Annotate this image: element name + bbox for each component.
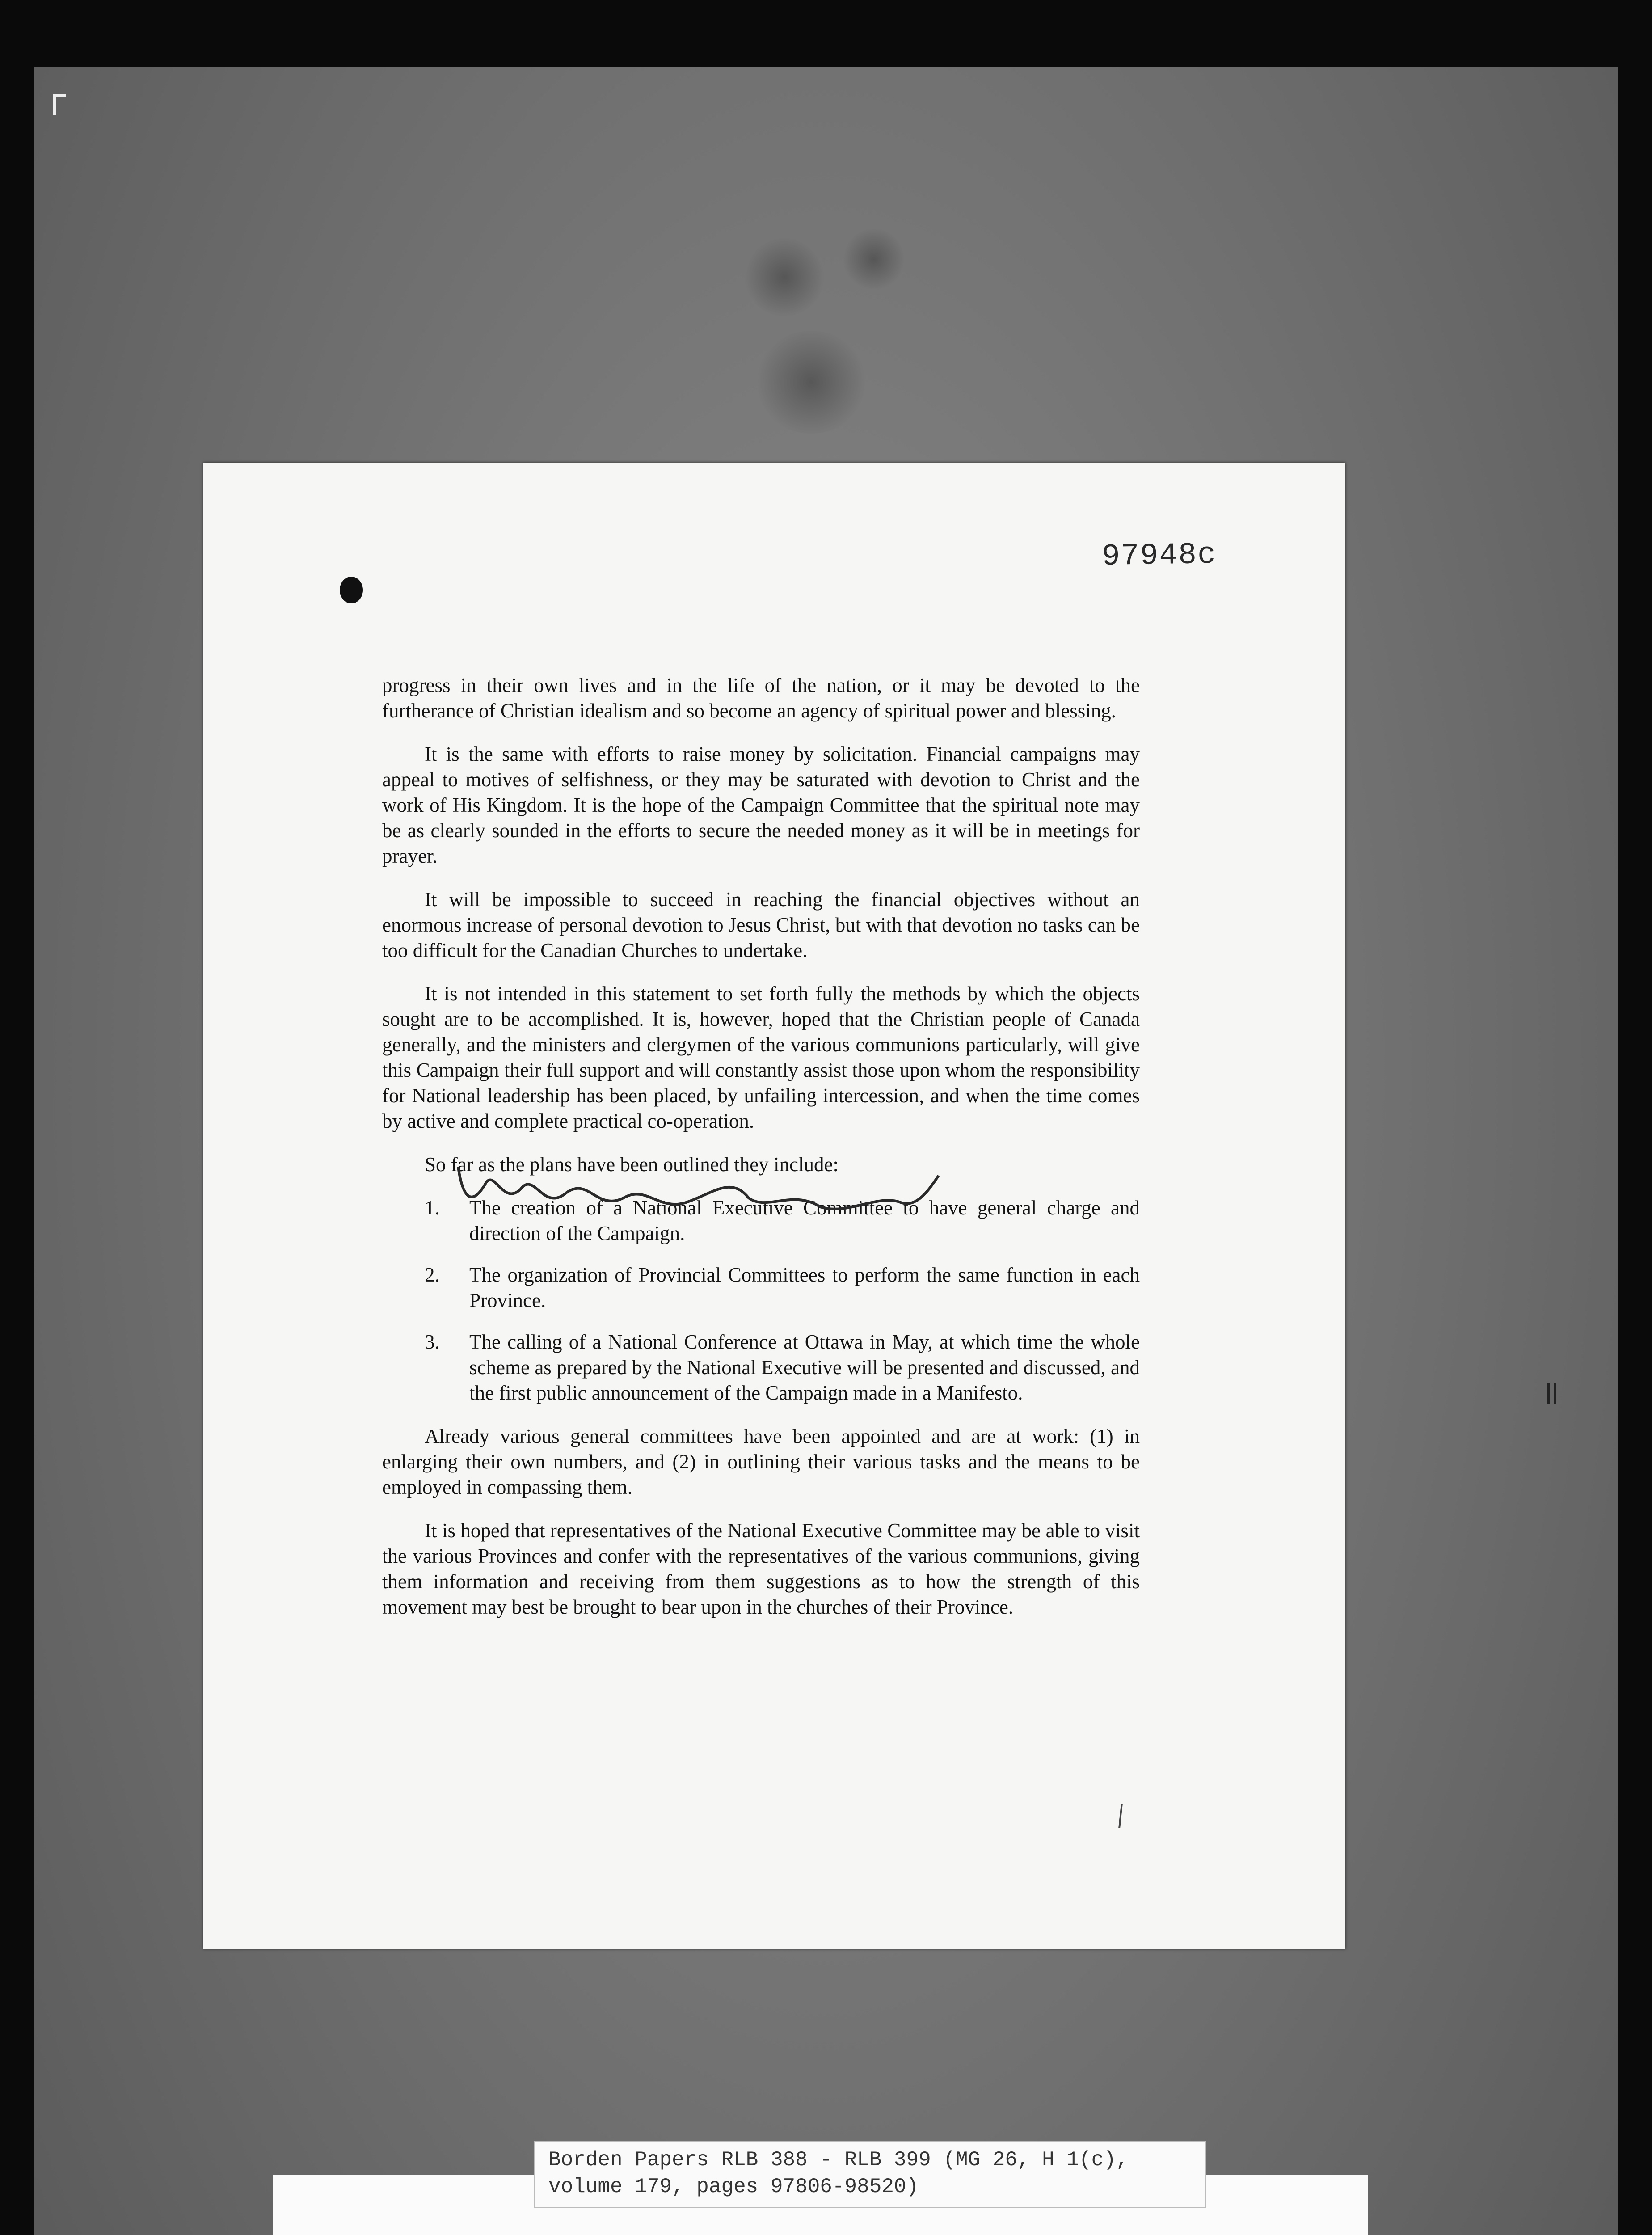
list-number: 1. [425, 1197, 440, 1219]
reference-label [534, 2141, 1206, 2208]
list-number: 3. [425, 1331, 440, 1353]
list-item-text: The organization of Provincial Committees to perform the same function in each Province. [469, 1264, 1140, 1311]
registration-corner-mark [53, 94, 66, 115]
list-item-text: The calling of a National Conference at Ottawa in May, at which time the whole scheme as prepared by the National Executive will be presented and discussed, and the first public announcement of the Campaign made in a Manifesto. [469, 1331, 1140, 1404]
plans-list [382, 1195, 1140, 1406]
paragraph: It is the same with efforts to raise money by solicitation. Financial campaigns may appeal to motives of selfishness, or they may be saturated with devotion to Christ and the work of His Kingdom. It is the hope of the Campaign Committee that the spiritual note may be as clearly sounded in the efforts to secure the needed money as it will be in meetings for prayer. [382, 743, 1140, 867]
punch-hole [340, 577, 363, 603]
pencil-tick-mark [1118, 1804, 1123, 1828]
edge-marks [1547, 1381, 1560, 1408]
stain-mark [744, 237, 825, 317]
document-page [203, 463, 1345, 1949]
list-number: 2. [425, 1264, 440, 1286]
stain-mark [843, 228, 905, 291]
paragraph: So far as the plans have been outlined they include: [425, 1153, 839, 1176]
list-item [382, 1329, 1140, 1406]
list-item [382, 1262, 1140, 1313]
reference-line-1: Borden Papers RLB 388 - RLB 399 (MG 26, H 1(c), [548, 2148, 1129, 2172]
stain-mark [753, 331, 869, 434]
paragraph: progress in their own lives and in the life of the nation, or it may be devoted to the furtherance of Christian idealism and so become an agency of spiritual power and blessing. [382, 674, 1140, 722]
paragraph: It will be impossible to succeed in reaching the financial objectives without an enormous increase of personal devotion to Jesus Christ, but with that devotion no tasks can be too difficult for the Canadian Churches to undertake. [382, 888, 1140, 961]
list-item-text: The creation of a National Executive Committee to have general charge and direction of the Campaign. [469, 1197, 1140, 1244]
reference-line-2: volume 179, pages 97806-98520) [548, 2175, 919, 2198]
handwritten-scribble [454, 1158, 941, 1216]
document-body [382, 673, 1140, 1638]
paragraph: Already various general committees have been appointed and are at work: (1) in enlarging their own numbers, and (2) in outlining their various tasks and the means to be employed in compassing them. [382, 1425, 1140, 1498]
page-number-stamp: 97948c [1101, 537, 1217, 574]
paragraph: It is hoped that representatives of the National Executive Committee may be able to visit the various Provinces and confer with the representatives of the various communions, giving them information and receiving from them suggestions as to how the strength of this movement may best be brought to bear upon in the churches of their Province. [382, 1519, 1140, 1618]
paragraph: It is not intended in this statement to set forth fully the methods by which the objects sought are to be accomplished. It is, however, hoped that the Christian people of Canada generally, and the ministers and clergymen of the various communions particularly, will give this Campaign their full support and will constantly assist those upon whom the responsibility for National leadership has been placed, by unfailing intercession, and when the time comes by active and complete practical co-operation. [382, 983, 1140, 1132]
